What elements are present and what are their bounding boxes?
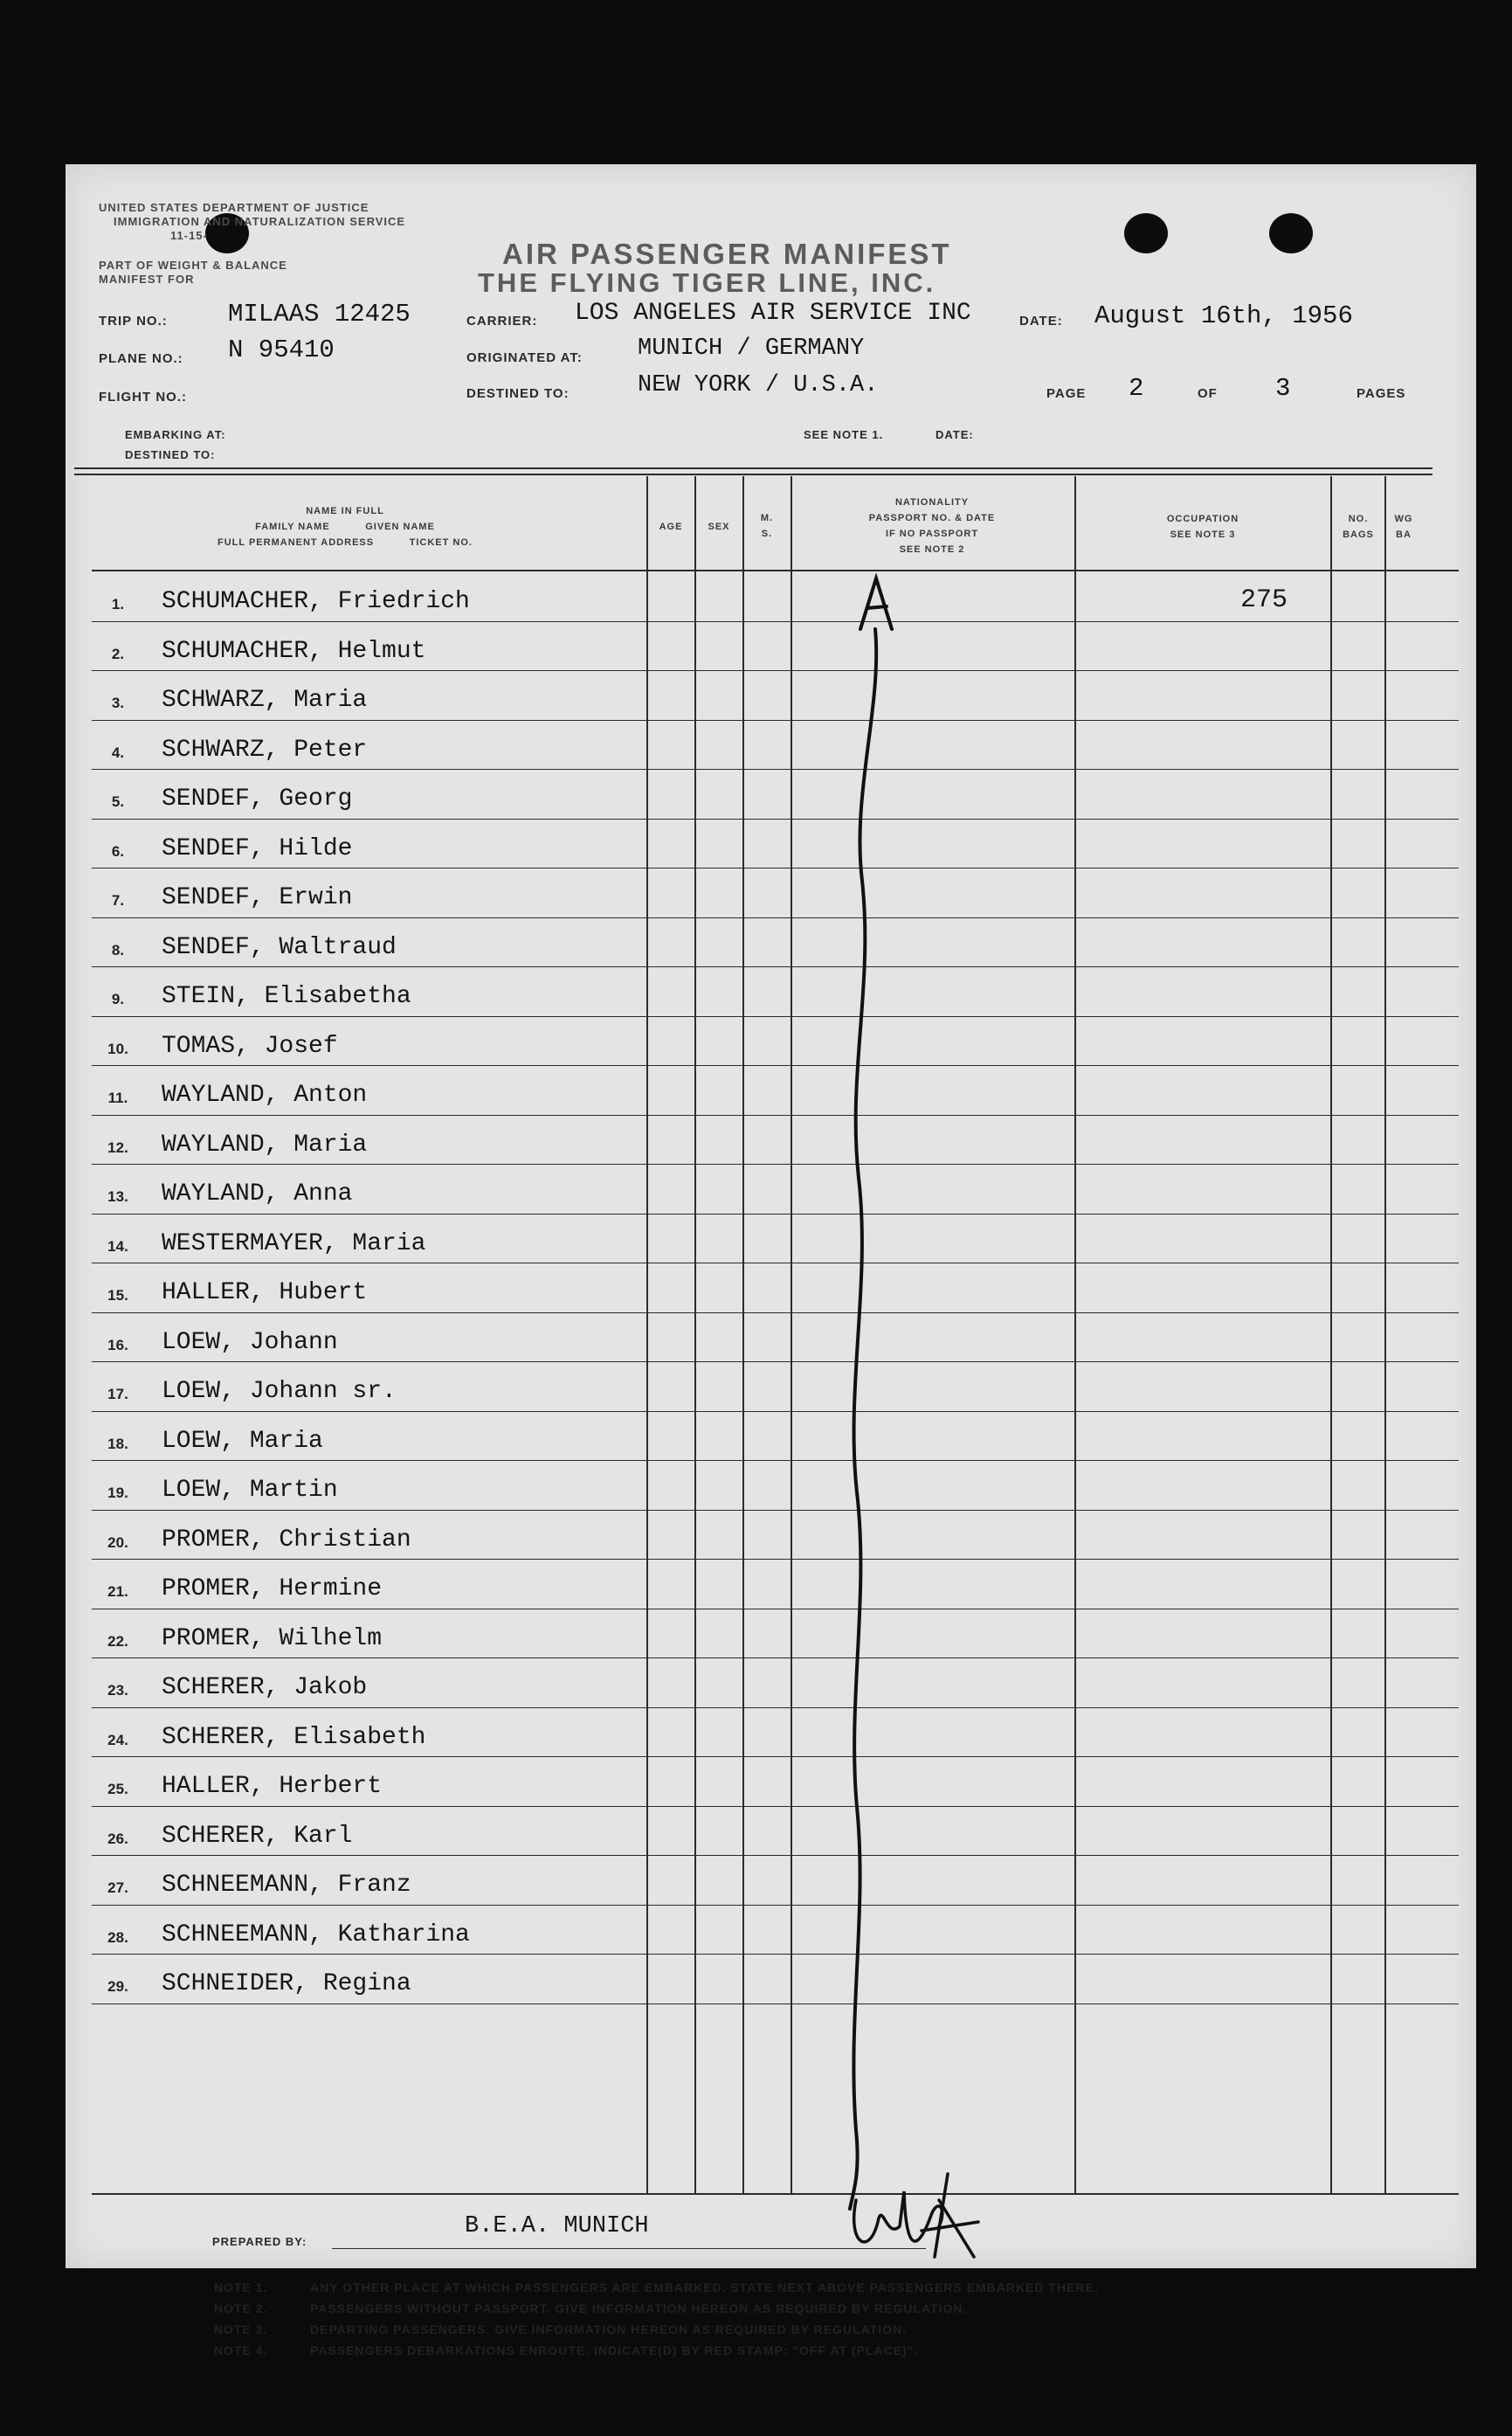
column-head-line: OCCUPATION xyxy=(1166,514,1239,524)
passenger-name: WAYLAND, Anton xyxy=(162,1082,368,1109)
table-row xyxy=(92,720,1428,769)
table-row xyxy=(92,966,1428,1015)
page-number: 2 xyxy=(1129,374,1144,403)
prepared-by-label: PREPARED BY: xyxy=(212,2235,307,2248)
agency-line: 11-15- xyxy=(170,229,208,242)
passenger-name: PROMER, Wilhelm xyxy=(162,1624,383,1652)
table-row xyxy=(92,819,1428,868)
row-number: 10. xyxy=(107,1040,128,1057)
table-row xyxy=(92,1510,1428,1559)
rule xyxy=(74,474,1433,475)
column-head-line: S. xyxy=(761,529,773,539)
passenger-name: SCHERER, Elisabeth xyxy=(162,1723,426,1751)
note-1 xyxy=(214,2280,1099,2294)
row-number: 28. xyxy=(107,1928,128,1946)
table-row xyxy=(92,1164,1428,1213)
column-head-line: SEE NOTE 2 xyxy=(899,544,965,555)
punch-hole xyxy=(1124,213,1168,253)
row-number: 17. xyxy=(107,1386,128,1402)
column-head-line: M. xyxy=(760,513,774,523)
row-number: 14. xyxy=(107,1237,128,1255)
date-label-2: DATE: xyxy=(936,428,974,441)
passenger-name: SCHWARZ, Maria xyxy=(162,687,368,714)
note-key: NOTE 4. xyxy=(214,2343,268,2357)
passenger-name: HALLER, Hubert xyxy=(162,1279,368,1306)
note-text: ANY OTHER PLACE AT WHICH PASSENGERS ARE EMBARKED. STATE NEXT ABOVE PASSENGERS EMBARKED THERE. xyxy=(310,2280,1099,2294)
table-row xyxy=(92,1806,1428,1855)
plane-label: PLANE NO.: xyxy=(99,351,183,366)
column-head-nationality xyxy=(792,495,1072,557)
row-number: 27. xyxy=(107,1879,128,1896)
row-number: 3. xyxy=(111,695,125,711)
column-head-line: BAGS xyxy=(1343,529,1374,540)
row-number: 20. xyxy=(107,1533,128,1551)
passenger-name: SCHNEEMANN, Franz xyxy=(162,1872,411,1899)
occupation-handwritten: 275 xyxy=(1240,585,1288,615)
trip-label: TRIP NO.: xyxy=(99,314,168,329)
passenger-name: LOEW, Maria xyxy=(162,1427,323,1455)
passenger-name: SENDEF, Erwin xyxy=(162,884,353,911)
row-number: 12. xyxy=(107,1138,128,1156)
passenger-name: WAYLAND, Maria xyxy=(162,1131,368,1159)
column-head-ms xyxy=(744,510,790,542)
passenger-name: SENDEF, Georg xyxy=(162,785,353,813)
column-head-age: AGE xyxy=(659,522,683,532)
row-number: 24. xyxy=(107,1731,128,1748)
table-row xyxy=(92,670,1428,719)
note-key: NOTE 2. xyxy=(214,2301,268,2315)
manifest-page xyxy=(66,164,1476,2357)
row-number: 8. xyxy=(111,941,125,958)
table-row xyxy=(92,1707,1428,1756)
passenger-name: SENDEF, Waltraud xyxy=(162,933,397,961)
passenger-name: SCHNEIDER, Regina xyxy=(162,1970,411,1997)
row-number: 7. xyxy=(111,892,125,909)
row-number: 4. xyxy=(111,744,125,761)
table-bottom-rule xyxy=(92,2193,1459,2195)
note-key: NOTE 1. xyxy=(214,2280,268,2294)
manifest-note: MANIFEST FOR xyxy=(99,273,195,286)
row-number: 23. xyxy=(107,1682,128,1699)
row-number: 5. xyxy=(111,793,125,810)
destined-value: NEW YORK / U.S.A. xyxy=(638,372,879,398)
row-number: 2. xyxy=(111,645,125,662)
column-head-line: WG xyxy=(1394,514,1413,524)
column-head-line: FAMILY NAME GIVEN NAME xyxy=(255,522,435,532)
row-number: 16. xyxy=(107,1336,128,1353)
table-row xyxy=(92,1609,1428,1657)
table-row xyxy=(92,1115,1428,1164)
row-number: 13. xyxy=(107,1188,128,1205)
passenger-name: TOMAS, Josef xyxy=(162,1032,338,1060)
column-head-line: NO. xyxy=(1348,514,1369,524)
row-number: 11. xyxy=(107,1090,128,1106)
row-number: 1. xyxy=(111,596,125,612)
table-row xyxy=(92,868,1428,917)
passenger-name: SCHUMACHER, Helmut xyxy=(162,637,426,665)
passenger-name: WESTERMAYER, Maria xyxy=(162,1229,426,1257)
table-row xyxy=(92,1016,1428,1065)
passenger-name: PROMER, Christian xyxy=(162,1526,411,1554)
row-number: 25. xyxy=(107,1781,128,1797)
table-row xyxy=(92,571,1428,620)
column-head-line: PASSPORT NO. & DATE xyxy=(868,513,996,523)
carrier-value: LOS ANGELES AIR SERVICE INC xyxy=(575,300,971,327)
passenger-name: SCHERER, Jakob xyxy=(162,1674,368,1701)
signature-scribble xyxy=(854,2174,978,2257)
table-row xyxy=(92,1065,1428,1114)
passenger-name: LOEW, Johann sr. xyxy=(162,1378,397,1405)
column-head-name xyxy=(170,503,520,550)
passenger-name: SENDEF, Hilde xyxy=(162,834,353,862)
passenger-name: SCHUMACHER, Friedrich xyxy=(162,588,470,615)
table-row xyxy=(92,1214,1428,1263)
table-row xyxy=(92,1460,1428,1509)
airline-name: THE FLYING TIGER LINE, INC. xyxy=(478,267,936,298)
passenger-name: SCHNEEMANN, Katharina xyxy=(162,1920,470,1948)
note-4 xyxy=(214,2343,918,2357)
column-head-line: SEE NOTE 3 xyxy=(1170,529,1236,540)
column-head-wb xyxy=(1386,511,1421,543)
row-number: 6. xyxy=(111,842,125,860)
column-head-line: NAME IN FULL xyxy=(306,506,384,516)
table-row xyxy=(92,1954,1428,2003)
row-number: 29. xyxy=(107,1978,128,1995)
of-label: OF xyxy=(1198,386,1218,401)
row-number: 18. xyxy=(107,1435,128,1452)
passenger-name: PROMER, Hermine xyxy=(162,1575,383,1602)
note-3 xyxy=(214,2322,907,2336)
page-label: PAGE xyxy=(1046,386,1087,401)
plane-number: N 95410 xyxy=(228,336,335,364)
prepared-by-line xyxy=(332,2248,926,2249)
originated-value: MUNICH / GERMANY xyxy=(638,336,865,362)
embarking-label: EMBARKING AT: xyxy=(125,428,226,441)
table-row xyxy=(92,1559,1428,1608)
column-head-line: BA xyxy=(1396,529,1412,540)
page-total: 3 xyxy=(1275,374,1291,403)
note-text: PASSENGERS DEBARKATIONS ENROUTE. INDICATE(D) BY RED STAMP: "OFF AT (PLACE)". xyxy=(310,2343,919,2357)
passenger-name: LOEW, Martin xyxy=(162,1477,338,1504)
page-title: AIR PASSENGER MANIFEST xyxy=(502,238,952,270)
column-head-bags xyxy=(1332,511,1384,543)
row-number: 15. xyxy=(107,1287,128,1304)
note-text: PASSENGERS WITHOUT PASSPORT. GIVE INFORMATION HEREON AS REQUIRED BY REGULATION. xyxy=(310,2301,968,2315)
row-number: 9. xyxy=(111,991,125,1007)
table-row xyxy=(92,1263,1428,1311)
row-number: 19. xyxy=(107,1484,128,1501)
table-row xyxy=(92,1411,1428,1460)
passenger-name: SCHWARZ, Peter xyxy=(162,736,368,764)
passenger-name: WAYLAND, Anna xyxy=(162,1180,353,1208)
column-head-line: IF NO PASSPORT xyxy=(885,529,979,539)
agency-line: IMMIGRATION AND NATURALIZATION SERVICE xyxy=(114,215,406,228)
originated-label: ORIGINATED AT: xyxy=(466,350,583,365)
column-head-sex: SEX xyxy=(708,522,730,532)
table-row xyxy=(92,1905,1428,1954)
column-head-occupation xyxy=(1076,511,1329,543)
manifest-note: PART OF WEIGHT & BALANCE xyxy=(99,259,287,272)
note-text: DEPARTING PASSENGERS. GIVE INFORMATION HEREON AS REQUIRED BY REGULATION. xyxy=(310,2322,908,2336)
table-row xyxy=(92,1855,1428,1904)
note-key: NOTE 3. xyxy=(214,2322,268,2336)
passenger-name: SCHERER, Karl xyxy=(162,1822,353,1850)
flight-label: FLIGHT NO.: xyxy=(99,390,187,405)
date-label: DATE: xyxy=(1019,314,1063,329)
row-number: 26. xyxy=(107,1830,128,1847)
table-row xyxy=(92,621,1428,670)
row-number: 22. xyxy=(107,1632,128,1650)
rule xyxy=(74,467,1433,469)
passenger-name: LOEW, Johann xyxy=(162,1328,338,1356)
column-head-line: NATIONALITY xyxy=(894,497,970,508)
destined-label: DESTINED TO: xyxy=(466,386,570,401)
date-value: August 16th, 1956 xyxy=(1094,301,1353,330)
table-row xyxy=(92,1756,1428,1805)
table-row xyxy=(92,1657,1428,1706)
column-head-line: FULL PERMANENT ADDRESS TICKET NO. xyxy=(217,537,473,548)
table-row xyxy=(92,769,1428,818)
agency-line: UNITED STATES DEPARTMENT OF JUSTICE xyxy=(99,201,369,214)
destined-to-label: DESTINED TO: xyxy=(125,448,216,461)
row-rule xyxy=(92,2003,1459,2004)
punch-hole xyxy=(1269,213,1313,253)
trip-number: MILAAS 12425 xyxy=(228,300,411,329)
table-row xyxy=(92,1361,1428,1410)
row-number: 21. xyxy=(107,1583,128,1600)
carrier-label: CARRIER: xyxy=(466,314,538,329)
passenger-name: HALLER, Herbert xyxy=(162,1773,383,1800)
table-row xyxy=(92,917,1428,966)
see-note-label: SEE NOTE 1. xyxy=(804,428,884,441)
table-row xyxy=(92,1312,1428,1361)
pages-label: PAGES xyxy=(1357,386,1406,401)
passenger-name: STEIN, Elisabetha xyxy=(162,983,411,1010)
prepared-by-value: B.E.A. MUNICH xyxy=(465,2213,649,2239)
note-2 xyxy=(214,2301,967,2315)
